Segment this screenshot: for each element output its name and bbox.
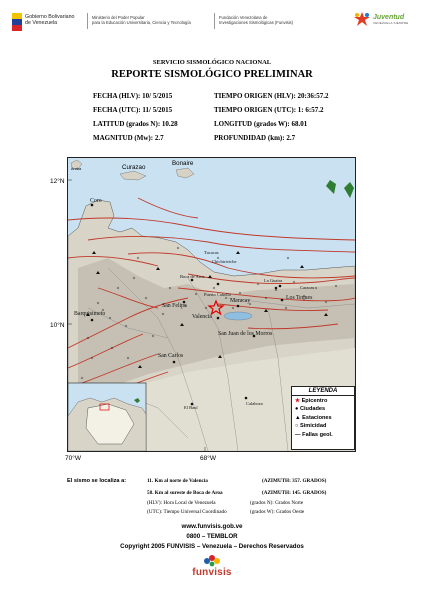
report-title: REPORTE SISMOLÓGICO PRELIMINAR (111, 69, 313, 80)
note-utc: (UTC): Tiempo Universal Coordinado (147, 509, 227, 515)
city-label-el-baul: El Baul (184, 405, 198, 410)
juventud-logo-text: Juventud VENEZUELA SIEMPRE (373, 14, 409, 25)
legend-title: LEYENDA (292, 387, 354, 396)
city-label-calabozo: Calabozo (246, 401, 263, 406)
city-label-tucacas: Tucacas (204, 250, 219, 255)
legend-item-ciudades: ● Ciudades (295, 406, 326, 413)
hotline: 0800 – TEMBLOR (186, 533, 238, 540)
seismic-map (67, 157, 356, 452)
city-dot-icon: ● (295, 406, 299, 413)
legend-item-fallas: — Fallas geol. (295, 431, 333, 438)
field-fecha-hlv: FECHA (HLV): 10/ 5/2015 (93, 92, 173, 100)
legend-item-simicidad: ○ Simicidad (295, 423, 327, 430)
city-label-maracay: Maracay (230, 298, 251, 304)
field-tiempo-hlv: TIEMPO ORIGEN (HLV): 20:36:57.2 (214, 92, 329, 100)
field-profundidad: PROFUNDIDAD (km): 2.7 (214, 134, 296, 142)
station-triangle-icon: ▲ (295, 414, 301, 421)
note-grados-w: (grados W): Grados Oeste (250, 509, 305, 515)
city-label-boca-aroa: Boca de Aroa (180, 274, 205, 279)
lon-label-68w: 68°W (200, 455, 216, 462)
funvisis-logo-text: funvisis (192, 567, 232, 578)
header-bar (0, 0, 424, 40)
city-label-puerto-cabello: Puerto Cabello (204, 292, 231, 297)
curazao-island (120, 171, 146, 180)
funvisis-logo-icon (202, 554, 222, 568)
note-hlv: (HLV): Hora Local de Venezuela (147, 500, 216, 506)
green-zone-east2 (344, 182, 354, 198)
location-2: 58. Km al sureste de Boca de Aroa (147, 490, 223, 496)
juventud-star-logo (353, 12, 371, 26)
city-label-san-juan: San Juan de los Morros (218, 331, 273, 337)
copyright: Copyright 2005 FUNVISIS – Venezuela – Derechos Reservados (120, 543, 304, 550)
island-label-bonaire: Bonaire (172, 160, 194, 167)
funvisis-title: Fundación Venezolana de Investigaciones Sismológicas (Funvisis) (219, 15, 294, 25)
island-label-curazao: Curazao (122, 164, 146, 171)
field-fecha-utc: FECHA (UTC): 11/ 5/2015 (93, 106, 173, 114)
city-label-valencia: Valencia (192, 314, 212, 320)
field-longitud: LONGITUD (grados W): 68.01 (214, 120, 308, 128)
legend-item-epicentro: ★ Epicentro (295, 398, 328, 404)
service-title: SERVICIO SISMOLÓGICO NACIONAL (152, 59, 272, 66)
field-tiempo-utc: TIEMPO ORIGEN (UTC): 1: 6:57.2 (214, 106, 324, 114)
city-label-san-felipe: San Felipe (162, 303, 187, 309)
lon-label-70w: 70°W (65, 455, 81, 462)
location-1: 11. Km al norte de Valencia (147, 478, 208, 484)
field-latitud: LATITUD (grados N): 10.28 (93, 120, 178, 128)
map-legend (291, 386, 355, 450)
note-grados-n: (grados N): Grados Norte (250, 500, 304, 506)
azimuth-1: (AZIMUTH: 357. GRADOS) (262, 478, 327, 484)
city-label-coro: Coro (90, 198, 102, 204)
city-label-san-carlos: San Carlos (158, 353, 184, 359)
fault-line-icon: — (295, 431, 301, 438)
bonaire-island (176, 168, 194, 178)
city-label-los-teques: Los Teques (286, 295, 313, 301)
ministry-title: Ministerio del Poder Popular para la Educación Universitaria, Ciencia y Tecnología (92, 15, 191, 25)
island-label-aruba: Aruba (71, 167, 82, 171)
city-label-caracas: Caracas (300, 285, 315, 290)
website-link[interactable]: www.funvisis.gob.ve (181, 523, 243, 530)
city-label-barquisimeto: Barquisimeto (74, 311, 106, 317)
city-label-chichiriviche: Chichiriviche (212, 259, 237, 264)
field-magnitud: MAGNITUD (Mw): 2.7 (93, 134, 164, 142)
gov-title: Gobierno Bolivariano de Venezuela (25, 14, 75, 26)
city-label-la-guaira: La Guaira (264, 278, 283, 283)
legend-item-estaciones: ▲ Estaciones (295, 414, 332, 421)
location-intro: El sismo se localiza a: (67, 478, 127, 484)
seismicity-circle-icon: ○ (295, 423, 299, 430)
lat-label-12n: 12°N (50, 178, 65, 185)
lat-label-10n: 10°N (50, 322, 65, 329)
epicenter-icon: ★ (295, 398, 301, 404)
inset-map (68, 383, 146, 451)
azimuth-2: (AZIMUTH: 145. GRADOS) (262, 490, 327, 496)
green-zone-east (326, 180, 336, 194)
lago-valencia (224, 312, 252, 320)
venezuela-flag-logo (12, 13, 22, 31)
